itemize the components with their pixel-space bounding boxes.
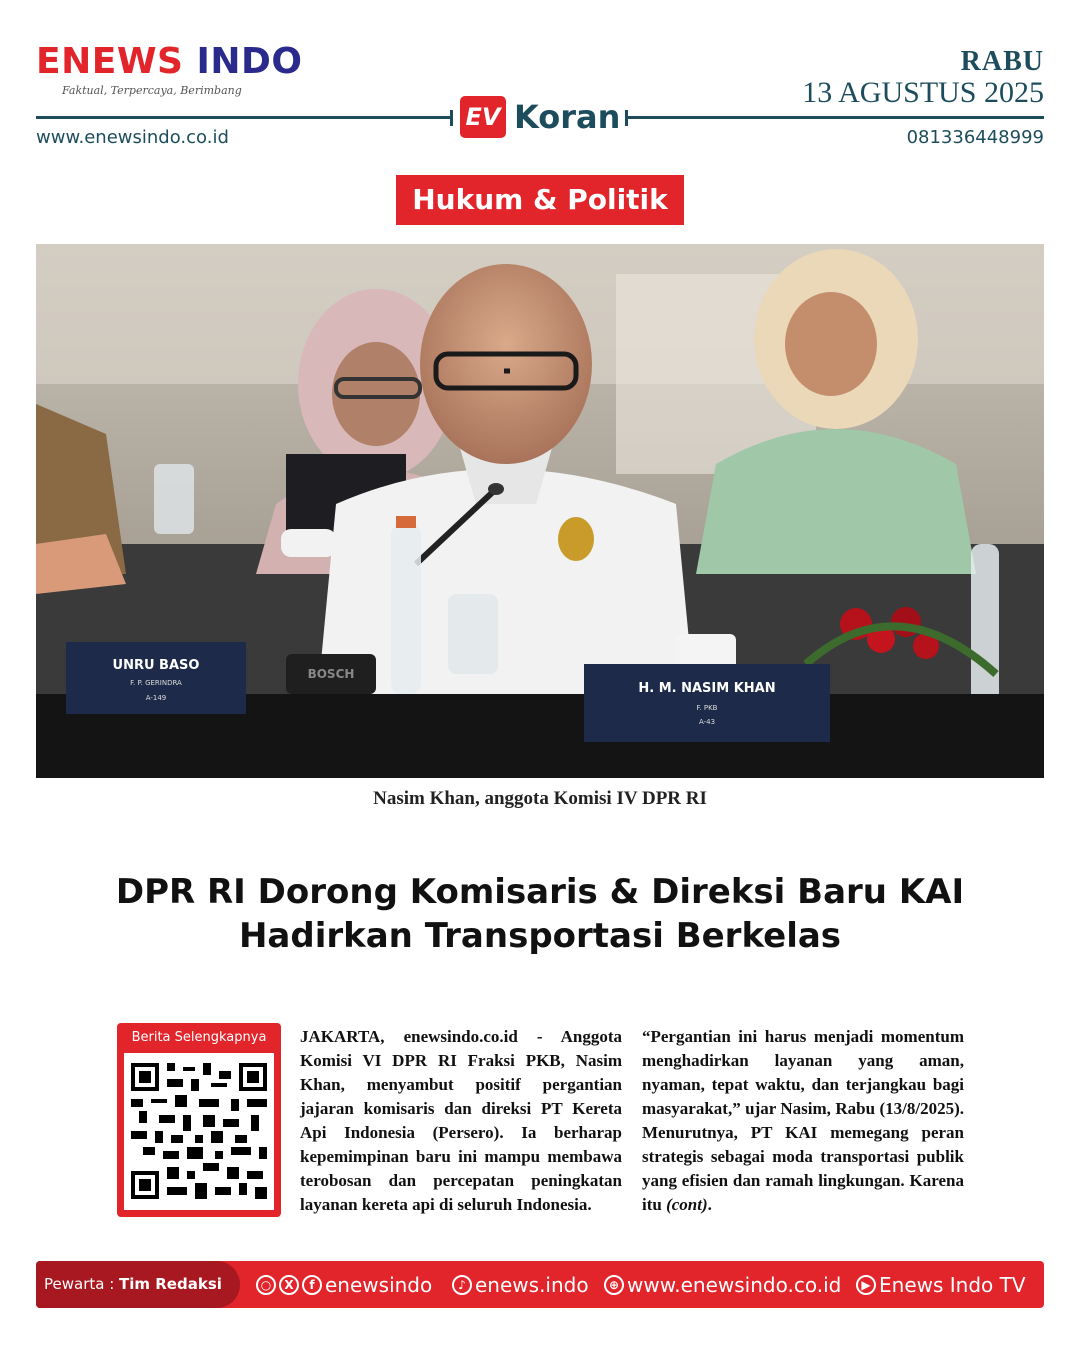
social-handle: enewsindo [325, 1272, 433, 1297]
phone-number[interactable]: 081336448999 [906, 127, 1044, 148]
tiktok-handle: enews.indo [475, 1272, 589, 1297]
category-badge: Hukum & Politik [396, 175, 684, 225]
masthead [0, 0, 1080, 160]
article-column-1: JAKARTA, enewsindo.co.id - Anggota Komisi VI DPR RI Fraksi PKB, Nasim Khan, menyambut positif pergantian jajaran komisaris dan direksi PT Kereta Api Indonesia (Persero). Ia berharap kepemimpinan baru ini mampu membawa terobosan dan percepatan peningkatan layanan kereta api di seluruh Indonesia. [300, 1027, 622, 1214]
nameplate-left-party: F. P. GERINDRA [130, 679, 182, 687]
column-2-text: “Pergantian ini harus menjadi momentum menghadirkan layanan yang aman, nyaman, tepat waktu, dan terjangkau bagi masyarakat,” ujar Nasim, Rabu (13/8/2025). Menurutnya, PT KAI memegang peran strategis sebagai moda transportasi publik yang efisien dan ramah lingkungan. Karena itu [642, 1027, 964, 1214]
column-2-end: . [707, 1195, 712, 1214]
headline-line-1: DPR RI Dorong Komisaris & Direksi Baru KAI [115, 872, 965, 912]
youtube-channel: Enews Indo TV [879, 1272, 1026, 1297]
nameplate-left [66, 642, 246, 714]
issue-day: RABU [960, 46, 1044, 77]
youtube-icon[interactable]: ▶ [856, 1275, 876, 1295]
issue-date: 13 AGUSTUS 2025 [802, 76, 1044, 109]
qr-code-icon [131, 1063, 267, 1199]
qr-card[interactable] [117, 1023, 281, 1217]
globe-icon[interactable]: ⊕ [604, 1275, 624, 1295]
social-handle-group[interactable] [256, 1261, 432, 1308]
instagram-icon[interactable]: ○ [256, 1275, 276, 1295]
photo-illustration [36, 244, 1044, 778]
pewarta-label: Pewarta : [44, 1275, 120, 1293]
nameplate-main-seat: A-43 [698, 718, 716, 726]
footer-website: www.enewsindo.co.id [627, 1272, 842, 1297]
continued-marker[interactable]: (cont) [666, 1195, 708, 1214]
brand-indo: INDO [196, 41, 303, 82]
headline-line-2: Hadirkan Transportasi Berkelas [238, 916, 842, 956]
photo-caption: Nasim Khan, anggota Komisi IV DPR RI [373, 788, 707, 809]
pewarta-credit [36, 1261, 240, 1308]
brand-enews: ENEWS [36, 41, 184, 82]
ev-logo-icon: EV [460, 96, 506, 138]
mic-brand: BOSCH [307, 667, 355, 681]
qr-code[interactable] [124, 1053, 274, 1210]
brand-logo[interactable] [36, 41, 303, 82]
facebook-icon[interactable]: f [302, 1275, 322, 1295]
tiktok-icon[interactable]: ♪ [452, 1275, 472, 1295]
pewarta-name: Tim Redaksi [119, 1275, 222, 1293]
edition-label: Koran [514, 98, 621, 136]
footer-bar [36, 1261, 1044, 1308]
divider-left [36, 116, 450, 119]
article-column-2 [642, 1025, 964, 1217]
tiktok-group[interactable] [452, 1261, 589, 1308]
article-photo [36, 244, 1044, 778]
x-icon[interactable]: X [279, 1275, 299, 1295]
divider-cap-left [450, 110, 453, 126]
nameplate-left-seat: A-149 [145, 694, 167, 702]
tagline: Faktual, Terpercaya, Berimbang [62, 84, 242, 97]
nameplate-main-name: H. M. NASIM KHAN [638, 681, 776, 696]
nameplate-main-party: F. PKB [696, 704, 718, 712]
web-group[interactable] [604, 1261, 841, 1308]
youtube-group[interactable] [856, 1261, 1026, 1308]
divider-right [628, 116, 1044, 119]
nameplate-main [584, 664, 830, 742]
article-headline [60, 870, 1020, 958]
nameplate-left-name: UNRU BASO [112, 658, 200, 673]
qr-label: Berita Selengkapnya [131, 1030, 267, 1045]
website-link[interactable]: www.enewsindo.co.id [36, 127, 229, 148]
